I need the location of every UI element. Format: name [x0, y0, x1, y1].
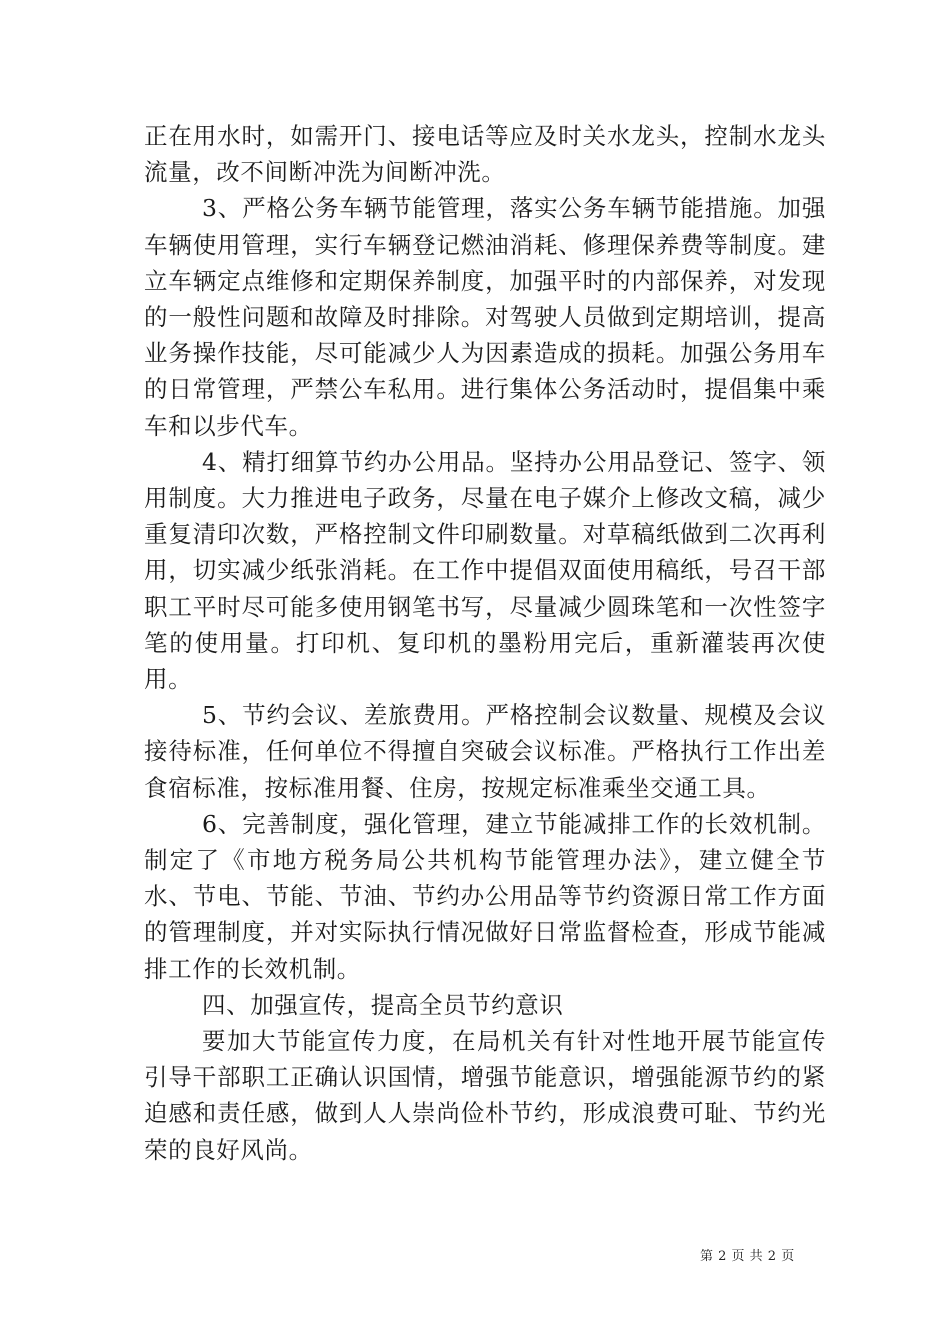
paragraph-vehicle-management: 3、严格公务车辆节能管理，落实公务车辆节能措施。加强车辆使用管理，实行车辆登记燃油消耗、修理保养费等制度。建立车辆定点维修和定期保养制度，加强平时的内部保养，对发现的一般性问题和故障及时排除。对驾驶人员做到定期培训，提高业务操作技能，尽可能减少人为因素造成的损耗。加强公务用车的日常管理，严禁公车私用。进行集体公务活动时，提倡集中乘车和以步代车。: [144, 194, 826, 440]
page-number-label: 第 2 页 共 2 页: [700, 1249, 795, 1264]
paragraph-water-continued: 正在用水时，如需开门、接电话等应及时关水龙头，控制水龙头流量，改不间断冲洗为间断冲洗。: [144, 122, 826, 187]
paragraph-systems-management: 6、完善制度，强化管理，建立节能减排工作的长效机制。制定了《市地方税务局公共机构节能管理办法》，建立健全节水、节电、节能、节油、节约办公用品等节约资源日常工作方面的管理制度，并对实际执行情况做好日常监督检查，形成节能减排工作的长效机制。: [144, 809, 826, 983]
section-heading-publicity: 四、加强宣传，提高全员节约意识: [202, 990, 564, 1019]
document-body: [144, 118, 826, 1168]
paragraph-meeting-travel: 5、节约会议、差旅费用。严格控制会议数量、规模及会议接待标准，任何单位不得擅自突破会议标准。严格执行工作出差食宿标准，按标准用餐、住房，按规定标准乘坐交通工具。: [144, 701, 826, 802]
paragraph-publicity: 要加大节能宣传力度，在局机关有针对性地开展节能宣传引导干部职工正确认识国情，增强节能意识，增强能源节约的紧迫感和责任感，做到人人崇尚俭朴节约，形成浪费可耻、节约光荣的良好风尚。: [144, 1027, 826, 1164]
page-footer: [700, 1245, 795, 1264]
paragraph-office-supplies: 4、精打细算节约办公用品。坚持办公用品登记、签字、领用制度。大力推进电子政务，尽量在电子媒介上修改文稿，减少重复清印次数，严格控制文件印刷数量。对草稿纸做到二次再利用，切实减少纸张消耗。在工作中提倡双面使用稿纸，号召干部职工平时尽可能多使用钢笔书写，尽量减少圆珠笔和一次性签字笔的使用量。打印机、复印机的墨粉用完后，重新灌装再次使用。: [144, 447, 826, 694]
